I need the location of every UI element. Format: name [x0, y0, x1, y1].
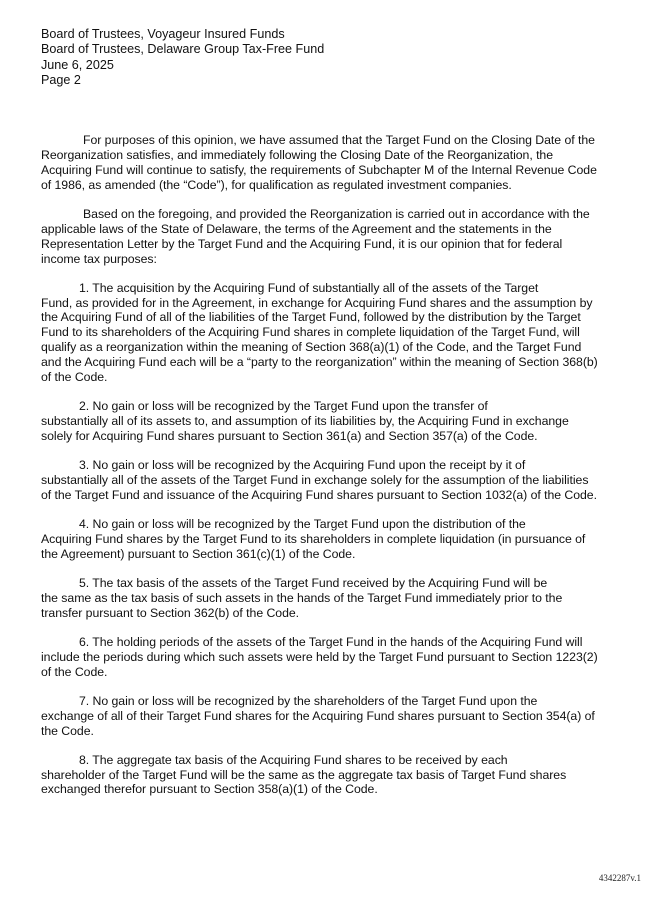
text-line: applicable laws of the State of Delaware, the terms of the Agreement and the statements in the: [41, 221, 552, 236]
text-line: 8. The aggregate tax basis of the Acquiring Fund shares to be received by each: [79, 752, 508, 767]
document-id: 4342287v.1: [598, 873, 641, 883]
opinion-item-2: [41, 399, 641, 444]
text-line: the Acquiring Fund of all of the liabilities of the Target Fund, followed by the distribution by the Target: [41, 310, 581, 325]
letter-header: [41, 27, 324, 88]
text-line: For purposes of this opinion, we have assumed that the Target Fund on the Closing Date of the: [83, 133, 595, 147]
text-line: the Code.: [41, 723, 94, 738]
text-line: Reorganization satisfies, and immediately following the Closing Date of the Reorganization, the: [41, 147, 554, 162]
text-line: include the periods during which such assets were held by the Target Fund pursuant to Section 1223(2): [41, 649, 598, 664]
text-line: of 1986, as amended (the “Code”), for qualification as regulated investment companies.: [41, 177, 512, 192]
text-line: transfer pursuant to Section 362(b) of the Code.: [41, 605, 300, 620]
addressee-line-2: Board of Trustees, Delaware Group Tax-Free Fund: [41, 42, 325, 57]
text-line: exchanged therefor pursuant to Section 358(a)(1) of the Code.: [41, 782, 378, 797]
text-line: substantially all of its assets to, and assumption of its liabilities by, the Acquiring Fund in exchange: [41, 414, 569, 429]
addressee-line-1: Board of Trustees, Voyageur Insured Funds: [41, 27, 285, 41]
text-line: exchange of all of their Target Fund shares for the Acquiring Fund shares pursuant to Section 354(a) of: [41, 708, 595, 723]
text-line: of the Target Fund and issuance of the Acquiring Fund shares pursuant to Section 1032(a) of the Code.: [41, 487, 597, 502]
text-line: the Agreement) pursuant to Section 361(c)(1) of the Code.: [41, 546, 356, 561]
text-line: shareholder of the Target Fund will be the same as the aggregate tax basis of Target Fund shares: [41, 767, 567, 782]
text-line: income tax purposes:: [41, 251, 157, 266]
text-line: solely for Acquiring Fund shares pursuant to Section 361(a) and Section 357(a) of the Code.: [41, 428, 538, 443]
letter-date: June 6, 2025: [41, 57, 114, 72]
text-line: Acquiring Fund will continue to satisfy, the requirements of Subchapter M of the Internal Revenue Code: [41, 162, 597, 177]
text-line: the same as the tax basis of such assets in the hands of the Target Fund immediately prior to the: [41, 590, 563, 605]
text-line: Acquiring Fund shares by the Target Fund to its shareholders in complete liquidation (in pursuance of: [41, 531, 586, 546]
opinion-item-7: [41, 694, 641, 739]
paragraph-assumption: [41, 133, 641, 193]
page-number: Page 2: [41, 72, 81, 87]
opinion-item-3: [41, 458, 641, 503]
text-line: 1. The acquisition by the Acquiring Fund of substantially all of the assets of the Target: [79, 280, 539, 295]
letter-body: [41, 133, 641, 812]
text-line: Based on the foregoing, and provided the Reorganization is carried out in accordance with the: [83, 206, 590, 221]
text-line: of the Code.: [41, 664, 108, 679]
text-line: Fund to its shareholders of the Acquiring Fund shares in complete liquidation of the Target Fund, will: [41, 325, 580, 340]
text-line: 5. The tax basis of the assets of the Target Fund received by the Acquiring Fund will be: [79, 575, 548, 590]
opinion-item-1: [41, 281, 641, 385]
text-line: substantially all of the assets of the Target Fund in exchange solely for the assumption of the liabilities: [41, 472, 589, 487]
text-line: 4. No gain or loss will be recognized by the Target Fund upon the distribution of the: [79, 516, 526, 531]
text-line: 6. The holding periods of the assets of the Target Fund in the hands of the Acquiring Fund will: [79, 634, 583, 649]
opinion-item-4: [41, 517, 641, 562]
paragraph-opinion-intro: [41, 207, 641, 267]
text-line: 7. No gain or loss will be recognized by the shareholders of the Target Fund upon the: [79, 693, 538, 708]
text-line: Representation Letter by the Target Fund and the Acquiring Fund, it is our opinion that for federal: [41, 236, 563, 251]
text-line: Fund, as provided for in the Agreement, in exchange for Acquiring Fund shares and the assumption by: [41, 295, 593, 310]
text-line: 3. No gain or loss will be recognized by the Acquiring Fund upon the receipt by it of: [79, 458, 526, 473]
text-line: and the Acquiring Fund each will be a “party to the reorganization” within the meaning of Section 368(b): [41, 355, 598, 370]
text-line: qualify as a reorganization within the meaning of Section 368(a)(1) of the Code, and the Target Fund: [41, 340, 582, 355]
opinion-item-6: [41, 635, 641, 680]
opinion-item-5: [41, 576, 641, 621]
text-line: of the Code.: [41, 370, 108, 385]
text-line: 2. No gain or loss will be recognized by the Target Fund upon the transfer of: [79, 399, 488, 414]
opinion-item-8: [41, 753, 641, 798]
